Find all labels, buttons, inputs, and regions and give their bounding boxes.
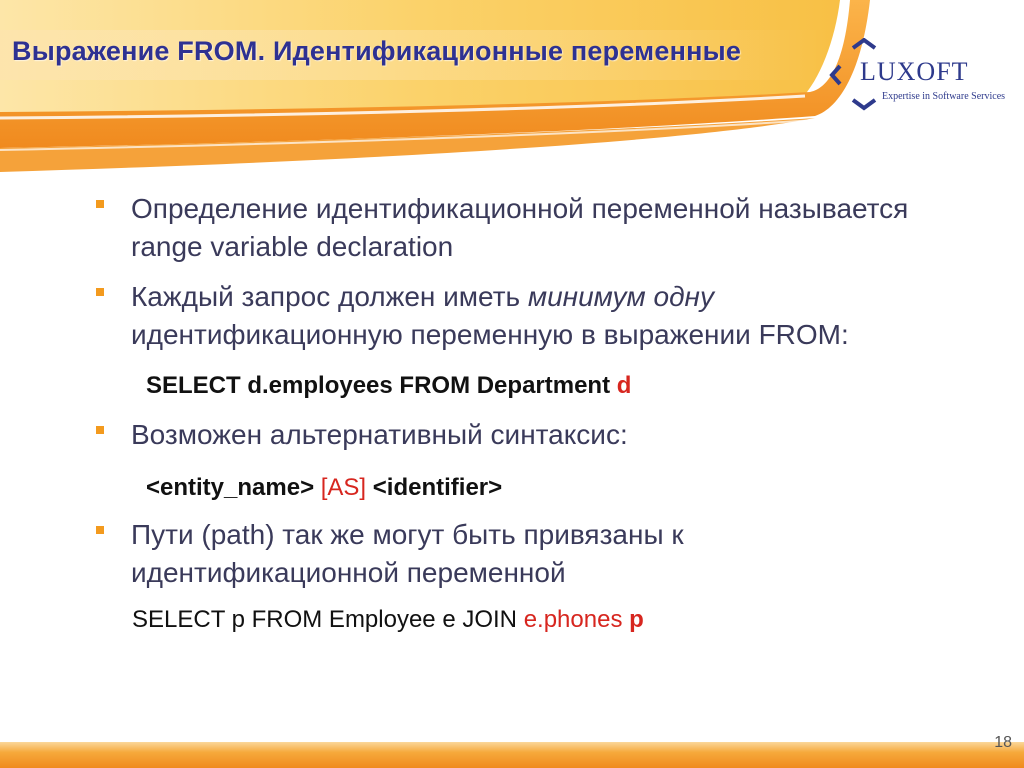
logo-wordmark: LUXOFT (860, 57, 969, 86)
bullet-text-2-italic: минимум одну (527, 281, 714, 312)
code-2-identifier: <identifier> (366, 474, 503, 501)
slide-title: Выражение FROM. Идентификационные переменные (12, 36, 742, 66)
code-example-3 (132, 606, 644, 634)
code-3-main: SELECT p FROM Employee e JOIN (132, 606, 524, 633)
luxoft-logo (820, 38, 1015, 118)
bullet-square-icon (96, 200, 104, 208)
bullet-square-icon (96, 526, 104, 534)
code-2-entity: <entity_name> (146, 474, 321, 501)
bullet-text-4: Пути (path) так же могут быть привязаны к идентификационной переменной (131, 519, 684, 588)
footer-band (0, 742, 1024, 768)
bullet-text-2 (131, 278, 951, 354)
bullet-text-1: Определение идентификационной переменной называется range variable declaration (131, 193, 909, 262)
logo-tagline: Expertise in Software Services (882, 91, 1006, 102)
bullet-square-icon (96, 288, 104, 296)
code-example-2 (146, 474, 502, 502)
bullet-text-2-start: Каждый запрос должен иметь (131, 281, 528, 312)
code-3-path: e.phones (523, 606, 623, 633)
code-3-alias: p (629, 606, 644, 633)
code-1-alias: d (616, 372, 632, 399)
code-example-1 (146, 372, 631, 400)
page-number: 18 (994, 734, 1012, 751)
code-1-main: SELECT d.employees FROM Department (146, 372, 617, 399)
bullet-text-3: Возможен альтернативный синтаксис: (131, 419, 628, 450)
bullet-square-icon (96, 426, 104, 434)
bullet-text-2-end: идентификационную переменную в выражении FROM: (131, 319, 849, 350)
code-2-as: [AS] (320, 474, 367, 501)
